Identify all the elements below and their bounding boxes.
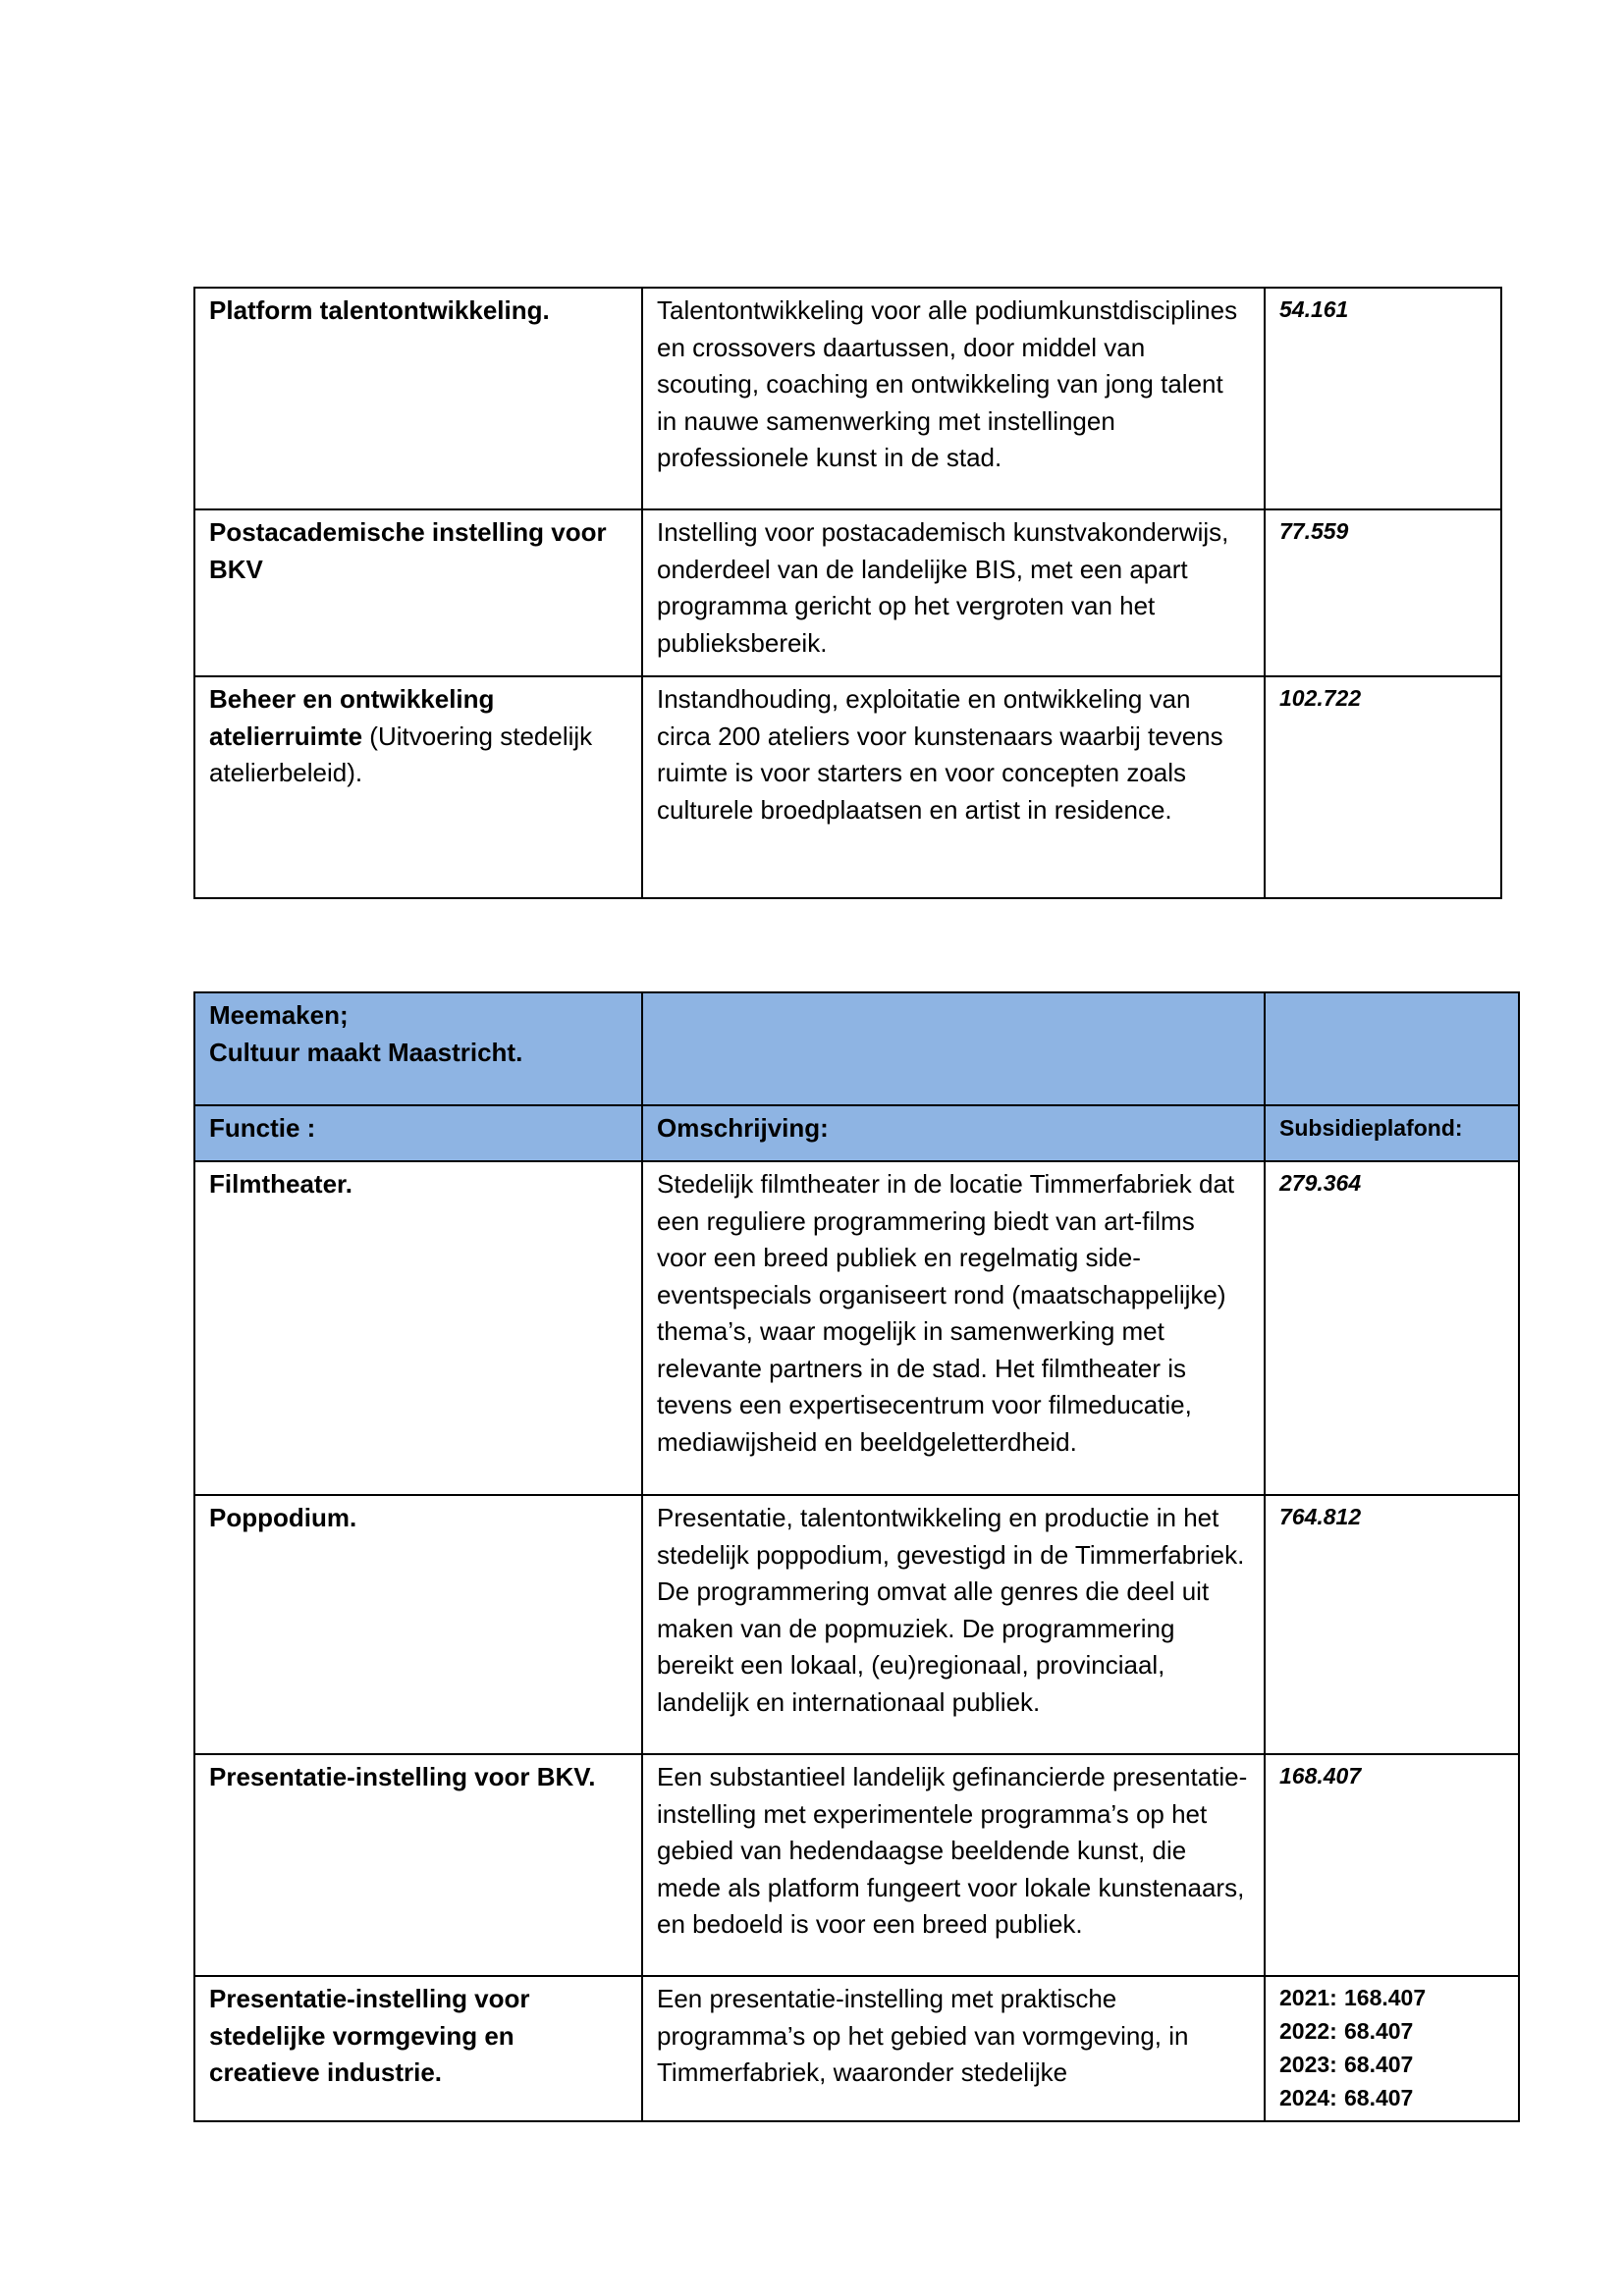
year-value: 168.407 [1344,1985,1427,2010]
table-row [194,1161,1519,1495]
function-cell: Presentatie-instelling voor BKV. [194,1754,642,1976]
function-note: (Uitvoering stedelijk atelierbeleid). [209,721,593,787]
year-label: 2024: [1279,2085,1337,2110]
column-header-description: Omschrijving: [642,1105,1265,1161]
function-cell: Poppodium. [194,1495,642,1754]
description-cell: Presentatie, talentontwikkeling en productie in het stedelijk poppodium, gevestigd in de Timmerfabriek. De programmering omvat alle genres die deel uit maken van de popmuziek. De programmering bereikt een lokaal, (eu)regionaal, provinciaal, landelijk en internationaal publiek. [642,1495,1265,1754]
section-title-row [194,992,1519,1105]
function-cell: Presentatie-instelling voor stedelijke vormgeving en creatieve industrie. [194,1976,642,2121]
year-label: 2021: [1279,1985,1337,2010]
amount-cell: 77.559 [1265,509,1501,676]
amount-cell: 279.364 [1265,1161,1519,1495]
description-cell: Een substantieel landelijk gefinancierde presentatie-instelling met experimentele programma’s op het gebied van hedendaagse beeldende kunst, die mede als platform fungeert voor lokale kunstenaars, en bedoeld is voor een breed publiek. [642,1754,1265,1976]
year-value: 68.407 [1344,2085,1414,2110]
subsidy-table-1 [193,287,1502,899]
year-amount [1279,1981,1504,2014]
function-cell [194,676,642,898]
function-cell: Platform talentontwikkeling. [194,288,642,509]
section-title-line1: Meemaken; [209,1000,349,1030]
year-value: 68.407 [1344,2052,1414,2077]
description-cell: Instelling voor postacademisch kunstvakonderwijs, onderdeel van de landelijke BIS, met een apart programma gericht op het vergroten van het publieksbereik. [642,509,1265,676]
section-title-line2: Cultuur maakt Maastricht. [209,1037,523,1067]
table-row [194,509,1501,676]
description-cell: Instandhouding, exploitatie en ontwikkeling van circa 200 ateliers voor kunstenaars waarbij tevens ruimte is voor starters en voor concepten zoals culturele broedplaatsen en artist in residence. [642,676,1265,898]
table-row [194,1754,1519,1976]
year-label: 2022: [1279,2018,1337,2044]
column-header-function: Functie : [194,1105,642,1161]
section-title-cell [194,992,642,1105]
table-row [194,288,1501,509]
amount-cell: 168.407 [1265,1754,1519,1976]
year-label: 2023: [1279,2052,1337,2077]
description-cell: Talentontwikkeling voor alle podiumkunstdisciplines en crossovers daartussen, door middel van scouting, coaching en ontwikkeling van jong talent in nauwe samenwerking met instellingen professionele kunst in de stad. [642,288,1265,509]
column-header-amount: Subsidieplafond: [1265,1105,1519,1161]
function-name: Beheer en ontwikkeling atelierruimte [209,684,495,751]
function-cell: Filmtheater. [194,1161,642,1495]
function-cell: Postacademische instelling voor BKV [194,509,642,676]
empty-header-cell [1265,992,1519,1105]
amount-cell: 764.812 [1265,1495,1519,1754]
amount-cell: 102.722 [1265,676,1501,898]
column-header-row [194,1105,1519,1161]
subsidy-table-2 [193,991,1520,2122]
amount-cell [1265,1976,1519,2121]
year-amount [1279,2081,1504,2114]
amount-cell: 54.161 [1265,288,1501,509]
description-cell: Een presentatie-instelling met praktische programma’s op het gebied van vormgeving, in Timmerfabriek, waaronder stedelijke [642,1976,1265,2121]
table-row [194,1495,1519,1754]
year-amount [1279,2048,1504,2081]
description-cell: Stedelijk filmtheater in de locatie Timmerfabriek dat een reguliere programmering biedt van art-films voor een breed publiek en regelmatig side-eventspecials organiseert rond (maatschappelijke) thema’s, waar mogelijk in samenwerking met relevante partners in de stad. Het filmtheater is tevens een expertisecentrum voor filmeducatie, mediawijsheid en beeldgeletterdheid. [642,1161,1265,1495]
table-row [194,1976,1519,2121]
empty-header-cell [642,992,1265,1105]
year-amount [1279,2014,1504,2048]
year-value: 68.407 [1344,2018,1414,2044]
table-row [194,676,1501,898]
